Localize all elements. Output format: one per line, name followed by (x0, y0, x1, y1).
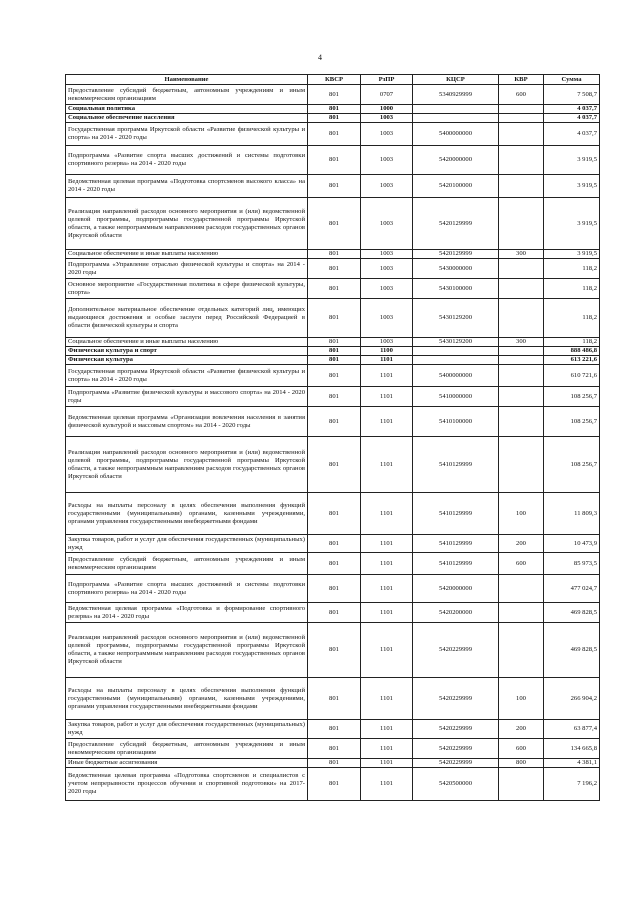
cell-kvsr: 801 (308, 259, 361, 279)
table-row (66, 759, 600, 768)
cell-kvsr: 801 (308, 720, 361, 739)
cell-sum: 108 256,7 (544, 407, 600, 437)
cell-kvr (499, 437, 544, 493)
cell-sum: 7 508,7 (544, 85, 600, 105)
table-row (66, 299, 600, 338)
cell-kcsr: 5410100000 (413, 407, 499, 437)
cell-kcsr: 5400000000 (413, 123, 499, 146)
cell-sum: 134 665,8 (544, 739, 600, 759)
cell-kvsr: 801 (308, 678, 361, 720)
cell-kcsr (413, 347, 499, 356)
cell-kvsr: 801 (308, 535, 361, 553)
cell-kcsr: 5420000000 (413, 575, 499, 603)
cell-kvsr: 801 (308, 553, 361, 575)
cell-kvsr: 801 (308, 114, 361, 123)
cell-kvr (499, 299, 544, 338)
cell-sum: 3 919,5 (544, 250, 600, 259)
cell-sum: 10 473,9 (544, 535, 600, 553)
table-row (66, 768, 600, 801)
cell-kvsr: 801 (308, 299, 361, 338)
table-row (66, 678, 600, 720)
cell-name: Ведомственная целевая программа «Подготовка и формирование спортивного резерва» на 2014 - 2020 годы (66, 603, 308, 623)
cell-kcsr: 5420229999 (413, 720, 499, 739)
cell-kvr (499, 768, 544, 801)
cell-name: Расходы на выплаты персоналу в целях обеспечения выполнения функций государственными (муниципальными) органами, казенными учреждениями, органами управления государственными внебюджетными фондами (66, 678, 308, 720)
cell-name: Ведомственная целевая программа «Подготовка спортсменов и специалистов с учетом непрерывности процессов обучения и спортивной подготовки» на 2017-2020 годы (66, 768, 308, 801)
cell-kcsr: 5420200000 (413, 603, 499, 623)
cell-rzpr: 1100 (361, 347, 413, 356)
table-row (66, 575, 600, 603)
table-header-row (66, 75, 600, 85)
table-row (66, 387, 600, 407)
table-row (66, 338, 600, 347)
cell-name: Социальная политика (66, 105, 308, 114)
cell-kcsr: 5340929999 (413, 85, 499, 105)
cell-sum: 108 256,7 (544, 437, 600, 493)
cell-kcsr: 5420000000 (413, 146, 499, 175)
cell-rzpr: 1003 (361, 146, 413, 175)
cell-kvr (499, 407, 544, 437)
cell-rzpr: 1101 (361, 365, 413, 387)
cell-kvsr: 801 (308, 198, 361, 250)
cell-sum: 7 196,2 (544, 768, 600, 801)
cell-sum: 469 828,5 (544, 623, 600, 678)
cell-rzpr: 1101 (361, 768, 413, 801)
cell-kcsr: 5420129999 (413, 198, 499, 250)
cell-rzpr: 1101 (361, 603, 413, 623)
table-row (66, 347, 600, 356)
cell-name: Физическая культура (66, 356, 308, 365)
cell-rzpr: 1003 (361, 279, 413, 299)
cell-rzpr: 1003 (361, 114, 413, 123)
cell-kvr (499, 259, 544, 279)
cell-kvr: 600 (499, 85, 544, 105)
cell-rzpr: 1101 (361, 720, 413, 739)
cell-name: Физическая культура и спорт (66, 347, 308, 356)
cell-kvsr: 801 (308, 437, 361, 493)
cell-sum: 477 024,7 (544, 575, 600, 603)
cell-kvr: 300 (499, 250, 544, 259)
cell-sum: 4 037,7 (544, 114, 600, 123)
table-row (66, 535, 600, 553)
cell-kcsr: 5430100000 (413, 279, 499, 299)
cell-rzpr: 1003 (361, 198, 413, 250)
cell-name: Социальное обеспечение и иные выплаты населению (66, 338, 308, 347)
table-row (66, 739, 600, 759)
cell-kvr: 300 (499, 338, 544, 347)
cell-kcsr: 5420500000 (413, 768, 499, 801)
table-row (66, 105, 600, 114)
cell-kvsr: 801 (308, 146, 361, 175)
table-row (66, 250, 600, 259)
cell-kcsr (413, 114, 499, 123)
cell-kvsr: 801 (308, 250, 361, 259)
cell-kcsr: 5420100000 (413, 175, 499, 198)
cell-kvr: 600 (499, 739, 544, 759)
cell-rzpr: 1000 (361, 105, 413, 114)
cell-kcsr: 5400000000 (413, 365, 499, 387)
page-number: 4 (318, 53, 322, 62)
cell-rzpr: 1101 (361, 493, 413, 535)
column-header-kcsr: КЦСР (413, 75, 499, 85)
column-header-rzpr: РзПР (361, 75, 413, 85)
cell-kvr (499, 146, 544, 175)
cell-rzpr: 1101 (361, 759, 413, 768)
cell-rzpr: 1003 (361, 250, 413, 259)
cell-sum: 118,2 (544, 299, 600, 338)
cell-kvr: 200 (499, 720, 544, 739)
table-row (66, 198, 600, 250)
cell-name: Основное мероприятие «Государственная политика в сфере физической культуры, спорта» (66, 279, 308, 299)
cell-rzpr: 1101 (361, 553, 413, 575)
cell-name: Государственная программа Иркутской области «Развитие физической культуры и спорта» на 2014 - 2020 годы (66, 365, 308, 387)
cell-sum: 4 037,7 (544, 105, 600, 114)
cell-name: Подпрограмма «Управление отраслью физической культуры и спорта» на 2014 - 2020 годы (66, 259, 308, 279)
cell-rzpr: 1003 (361, 338, 413, 347)
cell-kvsr: 801 (308, 338, 361, 347)
cell-sum: 118,2 (544, 259, 600, 279)
cell-kvsr: 801 (308, 347, 361, 356)
cell-kvr (499, 356, 544, 365)
cell-sum: 85 973,5 (544, 553, 600, 575)
cell-name: Иные бюджетные ассигнования (66, 759, 308, 768)
cell-kvr (499, 623, 544, 678)
cell-sum: 613 221,6 (544, 356, 600, 365)
cell-kvr (499, 387, 544, 407)
cell-kvr (499, 123, 544, 146)
table-row (66, 407, 600, 437)
cell-kvr (499, 105, 544, 114)
cell-name: Предоставление субсидий бюджетным, автономным учреждениям и иным некоммерческим организациям (66, 739, 308, 759)
cell-kcsr: 5420229999 (413, 678, 499, 720)
cell-kvr (499, 347, 544, 356)
cell-sum: 118,2 (544, 338, 600, 347)
column-header-kvr: КВР (499, 75, 544, 85)
cell-kvr: 100 (499, 678, 544, 720)
cell-kcsr: 5430129200 (413, 338, 499, 347)
cell-kvsr: 801 (308, 175, 361, 198)
cell-kvsr: 801 (308, 493, 361, 535)
cell-kcsr: 5420129999 (413, 250, 499, 259)
cell-name: Предоставление субсидий бюджетным, автономным учреждениям и иным некоммерческим организациям (66, 85, 308, 105)
cell-kvr: 800 (499, 759, 544, 768)
cell-name: Государственная программа Иркутской области «Развитие физической культуры и спорта» на 2014 - 2020 годы (66, 123, 308, 146)
column-header-kvsr: КВСР (308, 75, 361, 85)
cell-rzpr: 1101 (361, 407, 413, 437)
cell-kvsr: 801 (308, 623, 361, 678)
table-row (66, 365, 600, 387)
cell-rzpr: 1003 (361, 299, 413, 338)
cell-kcsr: 5430000000 (413, 259, 499, 279)
cell-kcsr: 5420229999 (413, 759, 499, 768)
cell-sum: 3 919,5 (544, 146, 600, 175)
cell-name: Реализация направлений расходов основного мероприятия и (или) ведомственной целевой программы, подпрограммы государственной программы Иркутской области, а также непрограммным направлениям расходов государственных органов Иркутской области (66, 623, 308, 678)
cell-kvsr: 801 (308, 407, 361, 437)
cell-kcsr: 5410129999 (413, 437, 499, 493)
cell-kvsr: 801 (308, 105, 361, 114)
cell-name: Подпрограмма «Развитие спорта высших достижений и системы подготовки спортивного резерва» на 2014 - 2020 годы (66, 575, 308, 603)
cell-kvr (499, 603, 544, 623)
cell-sum: 266 904,2 (544, 678, 600, 720)
cell-kcsr: 5410129999 (413, 535, 499, 553)
cell-rzpr: 1101 (361, 739, 413, 759)
cell-rzpr: 1101 (361, 678, 413, 720)
cell-rzpr: 1101 (361, 623, 413, 678)
cell-sum: 11 809,3 (544, 493, 600, 535)
cell-rzpr: 1101 (361, 356, 413, 365)
table-row (66, 175, 600, 198)
cell-kvsr: 801 (308, 279, 361, 299)
table-row (66, 356, 600, 365)
table-row (66, 623, 600, 678)
cell-kvsr: 801 (308, 759, 361, 768)
table-row (66, 603, 600, 623)
cell-rzpr: 1003 (361, 123, 413, 146)
column-header-name: Наименование (66, 75, 308, 85)
cell-kcsr: 5410129999 (413, 553, 499, 575)
cell-sum: 63 877,4 (544, 720, 600, 739)
table-body (66, 85, 600, 801)
cell-kvr (499, 114, 544, 123)
table-row (66, 85, 600, 105)
table-row (66, 720, 600, 739)
cell-kcsr: 5420229999 (413, 623, 499, 678)
cell-kvsr: 801 (308, 365, 361, 387)
cell-name: Подпрограмма «Развитие спорта высших достижений и системы подготовки спортивного резерва» на 2014 - 2020 годы (66, 146, 308, 175)
cell-name: Расходы на выплаты персоналу в целях обеспечения выполнения функций государственными (муниципальными) органами, казенными учреждениями, органами управления государственными внебюджетными фондами (66, 493, 308, 535)
cell-name: Подпрограмма «Развитие физической культуры и массового спорта» на 2014 - 2020 годы (66, 387, 308, 407)
cell-name: Закупка товаров, работ и услуг для обеспечения государственных (муниципальных) нужд (66, 535, 308, 553)
cell-sum: 4 037,7 (544, 123, 600, 146)
table-row (66, 114, 600, 123)
cell-kvr (499, 575, 544, 603)
cell-kvr (499, 198, 544, 250)
cell-name: Закупка товаров, работ и услуг для обеспечения государственных (муниципальных) нужд (66, 720, 308, 739)
cell-sum: 118,2 (544, 279, 600, 299)
cell-kcsr: 5420229999 (413, 739, 499, 759)
budget-table (65, 74, 600, 801)
cell-name: Реализация направлений расходов основного мероприятия и (или) ведомственной целевой программы, подпрограммы государственной программы Иркутской области, а также непрограммным направлениям расходов государственных органов Иркутской области (66, 437, 308, 493)
table-row (66, 123, 600, 146)
cell-sum: 610 721,6 (544, 365, 600, 387)
table-row (66, 146, 600, 175)
table-row (66, 437, 600, 493)
cell-kvsr: 801 (308, 575, 361, 603)
cell-sum: 3 919,5 (544, 175, 600, 198)
table-row (66, 259, 600, 279)
cell-sum: 469 828,5 (544, 603, 600, 623)
cell-kvr: 200 (499, 535, 544, 553)
cell-rzpr: 1101 (361, 535, 413, 553)
table-row (66, 279, 600, 299)
cell-kvr (499, 365, 544, 387)
cell-kvsr: 801 (308, 387, 361, 407)
cell-rzpr: 1003 (361, 175, 413, 198)
cell-rzpr: 0707 (361, 85, 413, 105)
cell-kvr (499, 175, 544, 198)
table-row (66, 553, 600, 575)
cell-kvr: 600 (499, 553, 544, 575)
cell-kvsr: 801 (308, 356, 361, 365)
cell-sum: 3 919,5 (544, 198, 600, 250)
cell-kvr: 100 (499, 493, 544, 535)
cell-sum: 4 381,1 (544, 759, 600, 768)
cell-kvsr: 801 (308, 85, 361, 105)
cell-kcsr (413, 356, 499, 365)
cell-name: Социальное обеспечение населения (66, 114, 308, 123)
cell-name: Ведомственная целевая программа «Организация вовлечения населения в занятия физической культурой и массовым спортом» на 2014 - 2020 годы (66, 407, 308, 437)
cell-name: Ведомственная целевая программа «Подготовка спортсменов высокого класса» на 2014 - 2020 годы (66, 175, 308, 198)
cell-kcsr (413, 105, 499, 114)
cell-kcsr: 5430129200 (413, 299, 499, 338)
cell-rzpr: 1101 (361, 437, 413, 493)
cell-kcsr: 5410000000 (413, 387, 499, 407)
column-header-sum: Сумма (544, 75, 600, 85)
cell-kvsr: 801 (308, 768, 361, 801)
cell-kvsr: 801 (308, 603, 361, 623)
cell-rzpr: 1101 (361, 387, 413, 407)
cell-kvsr: 801 (308, 739, 361, 759)
cell-name: Реализация направлений расходов основного мероприятия и (или) ведомственной целевой программы, подпрограммы государственной программы Иркутской области, а также непрограммным направлениям расходов государственных органов Иркутской области (66, 198, 308, 250)
cell-kvr (499, 279, 544, 299)
cell-rzpr: 1003 (361, 259, 413, 279)
cell-rzpr: 1101 (361, 575, 413, 603)
table-row (66, 493, 600, 535)
cell-name: Предоставление субсидий бюджетным, автономным учреждениям и иным некоммерческим организациям (66, 553, 308, 575)
cell-name: Социальное обеспечение и иные выплаты населению (66, 250, 308, 259)
cell-kvsr: 801 (308, 123, 361, 146)
cell-kcsr: 5410129999 (413, 493, 499, 535)
cell-sum: 108 256,7 (544, 387, 600, 407)
cell-sum: 888 486,8 (544, 347, 600, 356)
cell-name: Дополнительное материальное обеспечение отдельных категорий лиц, имеющих выдающиеся достижения и особые заслуги перед Российской Федерацией в области физической культуры и спорта (66, 299, 308, 338)
